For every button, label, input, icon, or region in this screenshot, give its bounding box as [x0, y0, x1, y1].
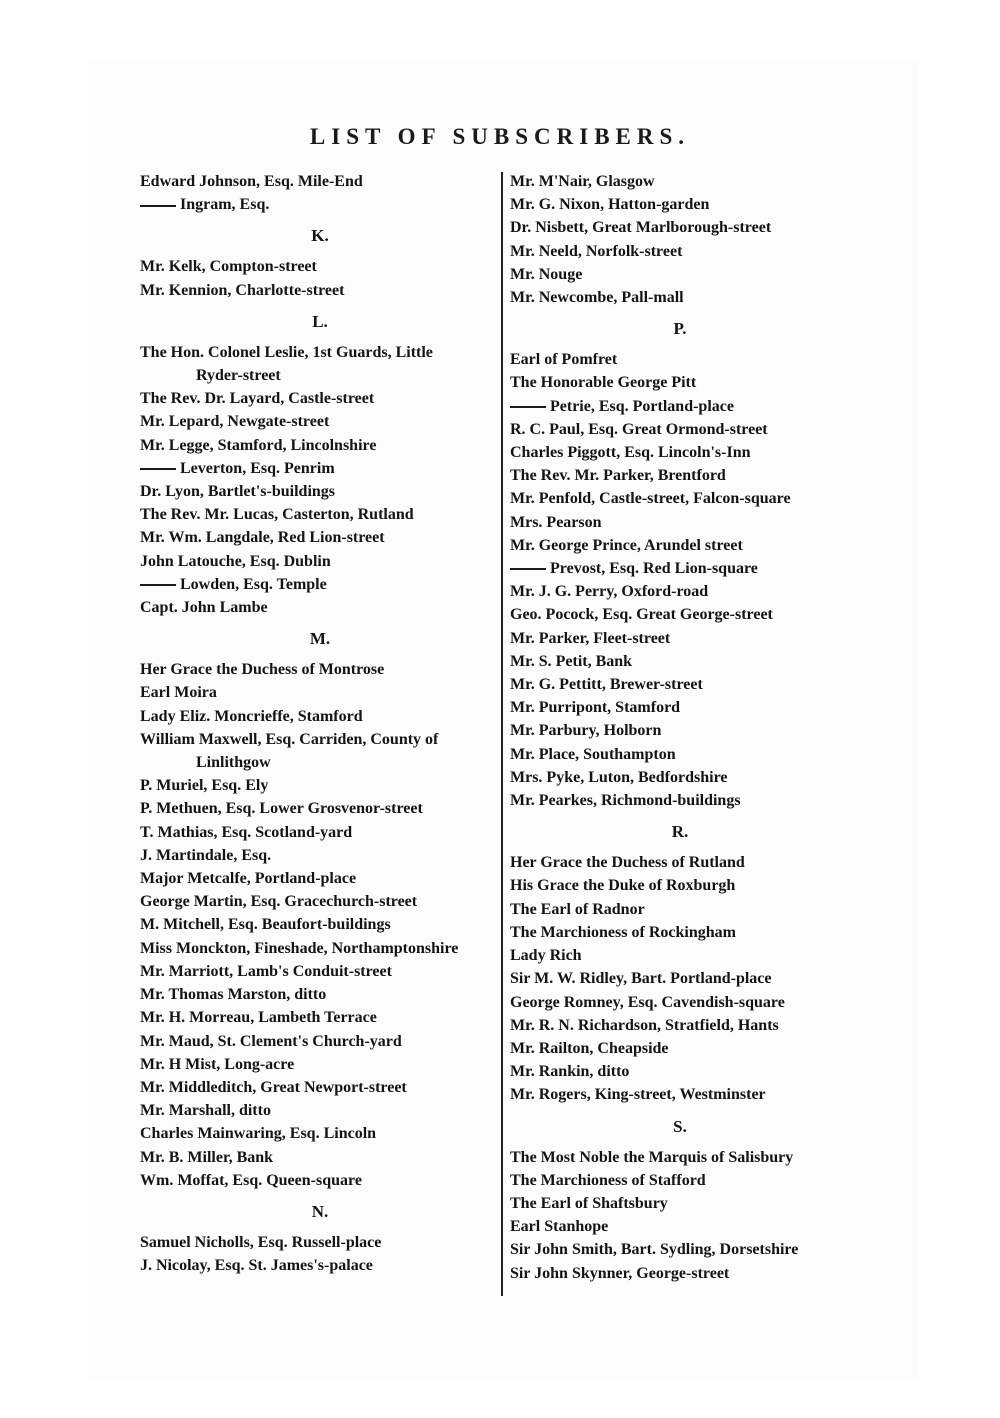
subscriber-entry: [510, 534, 850, 557]
subscriber-name: T. Mathias, Esq. Scotland-yard: [140, 823, 353, 841]
subscriber-entry: [140, 1169, 500, 1192]
subscriber-name: Sir John Smith, Bart. Sydling, Dorsetshire: [510, 1241, 799, 1259]
subscriber-entry: [140, 193, 500, 216]
subscriber-name: Miss Monckton, Fineshade, Northamptonshire: [140, 939, 459, 957]
subscriber-name: Mr. Legge, Stamford, Lincolnshire: [140, 436, 377, 454]
subscriber-entry: [140, 1231, 500, 1254]
subscriber-name: Lady Rich: [510, 947, 582, 965]
subscriber-entry: [140, 913, 500, 936]
subscriber-name: The Marchioness of Stafford: [510, 1171, 706, 1189]
subscriber-entry: [140, 867, 500, 890]
subscriber-entry: [140, 681, 500, 704]
subscriber-entry: [140, 1053, 500, 1076]
subscriber-name: The Rev. Dr. Layard, Castle-street: [140, 390, 375, 408]
subscriber-entry: [510, 464, 850, 487]
section-letter: S.: [673, 1116, 687, 1136]
subscriber-entry: [510, 348, 850, 371]
subscriber-name: Mr. Wm. Langdale, Red Lion-street: [140, 529, 385, 547]
subscriber-entry: [510, 743, 850, 766]
subscriber-name: Mr. Middleditch, Great Newport-street: [140, 1078, 407, 1096]
subscriber-entry: [140, 255, 500, 278]
subscriber-entry: [140, 480, 500, 503]
subscriber-name: Mr. G. Nixon, Hatton-garden: [510, 196, 710, 214]
subscriber-entry: [510, 418, 850, 441]
subscriber-name: Mr. Rankin, ditto: [510, 1063, 630, 1081]
subscriber-entry: [140, 844, 500, 867]
subscriber-name: The Honorable George Pitt: [510, 374, 697, 392]
subscriber-name: Mr. Maud, St. Clement's Church-yard: [140, 1032, 402, 1050]
subscriber-name: Mr. H. Morreau, Lambeth Terrace: [140, 1009, 377, 1027]
subscriber-entry: [510, 1037, 850, 1060]
ditto-dash: [510, 568, 546, 570]
subscriber-entry: [140, 410, 500, 433]
subscriber-entry: [510, 921, 850, 944]
subscriber-name: The Earl of Radnor: [510, 900, 645, 918]
subscriber-entry: [510, 557, 850, 580]
subscriber-entry: [510, 874, 850, 897]
subscriber-name: Charles Mainwaring, Esq. Lincoln: [140, 1125, 377, 1143]
subscriber-name: Mrs. Pearson: [510, 513, 602, 531]
subscriber-entry: [140, 526, 500, 549]
section-letter: K.: [311, 226, 329, 246]
subscriber-name: Mr. R. N. Richardson, Stratfield, Hants: [510, 1016, 779, 1034]
subscriber-name-continuation: Ryder-street: [196, 367, 281, 385]
subscriber-entry: [140, 387, 500, 410]
subscriber-name: Mr. H Mist, Long-acre: [140, 1055, 295, 1073]
subscriber-entry: [510, 650, 850, 673]
column-divider: [501, 172, 503, 1296]
subscriber-entry: [140, 279, 500, 302]
subscriber-name: John Latouche, Esq. Dublin: [140, 552, 331, 570]
ditto-dash: [510, 406, 546, 408]
subscriber-entry: [140, 774, 500, 797]
left-column: [140, 170, 500, 1277]
subscriber-entry: [510, 1014, 850, 1037]
subscriber-name: Mr. Marriott, Lamb's Conduit-street: [140, 962, 392, 980]
right-column: [510, 170, 850, 1285]
section-letter: P.: [673, 319, 687, 339]
section-letter-heading: [510, 317, 850, 340]
subscriber-entry: [140, 937, 500, 960]
subscriber-name: Mr. Neeld, Norfolk-street: [510, 242, 683, 260]
subscriber-entry: [510, 944, 850, 967]
subscriber-entry: [140, 1254, 500, 1277]
subscriber-entry: [140, 170, 500, 193]
subscriber-entry: [140, 1122, 500, 1145]
subscriber-name: Mr. J. G. Perry, Oxford-road: [510, 583, 709, 601]
subscriber-entry: [510, 1262, 850, 1285]
subscriber-name: Dr. Lyon, Bartlet's-buildings: [140, 483, 336, 501]
subscriber-entry: [510, 1060, 850, 1083]
subscriber-name: Mr. Place, Southampton: [510, 745, 676, 763]
section-letter-heading: [510, 820, 850, 843]
section-letter-heading: [140, 1200, 500, 1223]
subscriber-entry: [510, 487, 850, 510]
subscriber-name: Mr. Marshall, ditto: [140, 1102, 271, 1120]
subscriber-entry: [510, 511, 850, 534]
ditto-dash: [140, 205, 176, 207]
subscriber-entry: [510, 991, 850, 1014]
section-letter-heading: [140, 224, 500, 247]
section-letter-heading: [140, 310, 500, 333]
subscriber-name: Mr. Rogers, King-street, Westminster: [510, 1086, 766, 1104]
section-letter-heading: [140, 627, 500, 650]
subscriber-name: Lady Eliz. Moncrieffe, Stamford: [140, 707, 363, 725]
subscriber-name: Lowden, Esq. Temple: [180, 575, 327, 593]
subscriber-name: Earl Moira: [140, 684, 217, 702]
subscriber-entry: [510, 1146, 850, 1169]
subscriber-entry: [510, 627, 850, 650]
subscriber-entry: [510, 263, 850, 286]
subscriber-name: Sir John Skynner, George-street: [510, 1264, 730, 1282]
subscriber-entry: [510, 580, 850, 603]
ditto-dash: [140, 468, 176, 470]
subscriber-name: William Maxwell, Esq. Carriden, County of: [140, 730, 439, 748]
subscriber-name: Geo. Pocock, Esq. Great George-street: [510, 606, 773, 624]
subscriber-entry: [510, 1215, 850, 1238]
subscriber-entry: [510, 170, 850, 193]
page-title: LIST OF SUBSCRIBERS.: [309, 124, 691, 149]
subscriber-name: The Earl of Shaftsbury: [510, 1194, 668, 1212]
subscriber-entry: [140, 550, 500, 573]
subscriber-name: Samuel Nicholls, Esq. Russell-place: [140, 1233, 382, 1251]
subscriber-name: Edward Johnson, Esq. Mile-End: [140, 173, 363, 190]
subscriber-entry: [140, 983, 500, 1006]
subscriber-name: Earl of Pomfret: [510, 351, 618, 369]
subscriber-name: J. Nicolay, Esq. St. James's-palace: [140, 1257, 373, 1275]
subscriber-name: Prevost, Esq. Red Lion-square: [550, 560, 758, 578]
subscriber-entry: [510, 371, 850, 394]
subscriber-entry: [510, 216, 850, 239]
subscriber-name: Mr. Nouge: [510, 265, 583, 283]
subscriber-entry: [510, 240, 850, 263]
subscriber-name: Mr. Penfold, Castle-street, Falcon-square: [510, 490, 791, 508]
subscriber-entry: [140, 1076, 500, 1099]
subscriber-name: Mr. Purripont, Stamford: [510, 699, 681, 717]
subscriber-entry: [140, 1099, 500, 1122]
section-letter: N.: [311, 1201, 329, 1221]
subscriber-entry: [510, 719, 850, 742]
subscriber-entry: [140, 573, 500, 596]
subscriber-entry: [510, 696, 850, 719]
subscriber-name: George Martin, Esq. Gracechurch-street: [140, 893, 418, 911]
subscriber-entry: [140, 728, 500, 774]
subscriber-name: P. Methuen, Esq. Lower Grosvenor-street: [140, 800, 423, 818]
subscriber-entry: [140, 457, 500, 480]
subscriber-name: Mr. B. Miller, Bank: [140, 1148, 274, 1166]
subscriber-name: Mr. G. Pettitt, Brewer-street: [510, 676, 703, 694]
subscriber-entry: [510, 395, 850, 418]
subscriber-name: P. Muriel, Esq. Ely: [140, 777, 269, 795]
subscriber-entry: [510, 851, 850, 874]
subscriber-entry: [140, 960, 500, 983]
subscriber-name: Charles Piggott, Esq. Lincoln's-Inn: [510, 444, 751, 462]
subscriber-entry: [510, 673, 850, 696]
subscriber-name: Mr. Kelk, Compton-street: [140, 258, 317, 276]
subscriber-name: Major Metcalfe, Portland-place: [140, 870, 357, 888]
subscriber-entry: [510, 789, 850, 812]
subscriber-name: Her Grace the Duchess of Montrose: [140, 661, 385, 679]
subscriber-entry: [510, 441, 850, 464]
subscriber-entry: [510, 1169, 850, 1192]
subscriber-entry: [140, 596, 500, 619]
subscriber-entry: [510, 603, 850, 626]
subscriber-entry: [510, 1238, 850, 1261]
subscriber-name: J. Martindale, Esq.: [140, 846, 272, 864]
subscriber-entry: [140, 821, 500, 844]
section-letter: M.: [309, 629, 331, 649]
subscriber-entry: [140, 1030, 500, 1053]
subscriber-name: Earl Stanhope: [510, 1218, 609, 1236]
subscriber-entry: [510, 967, 850, 990]
subscriber-name: Her Grace the Duchess of Rutland: [510, 854, 745, 872]
subscriber-name: The Rev. Mr. Parker, Brentford: [510, 467, 726, 485]
subscriber-entry: [510, 1192, 850, 1215]
subscriber-entry: [510, 1083, 850, 1106]
section-letter-heading: [510, 1115, 850, 1138]
subscriber-name: The Rev. Mr. Lucas, Casterton, Rutland: [140, 506, 414, 524]
subscriber-name: His Grace the Duke of Roxburgh: [510, 877, 736, 895]
subscriber-entry: [140, 503, 500, 526]
subscriber-entry: [510, 898, 850, 921]
subscriber-name: Mr. George Prince, Arundel street: [510, 536, 743, 554]
subscriber-name: M. Mitchell, Esq. Beaufort-buildings: [140, 916, 391, 934]
subscriber-name: Capt. John Lambe: [140, 599, 268, 617]
subscriber-name-continuation: Linlithgow: [196, 754, 271, 772]
subscriber-name: Wm. Moffat, Esq. Queen-square: [140, 1171, 362, 1189]
subscriber-name: Mr. Thomas Marston, ditto: [140, 986, 327, 1004]
section-letter: R.: [671, 822, 689, 842]
subscriber-name: Leverton, Esq. Penrim: [180, 459, 335, 477]
subscriber-name: Mr. Lepard, Newgate-street: [140, 413, 330, 431]
subscriber-name: Mr. Newcombe, Pall-mall: [510, 289, 684, 307]
subscriber-name: George Romney, Esq. Cavendish-square: [510, 993, 785, 1011]
subscriber-entry: [140, 890, 500, 913]
section-letter: L.: [312, 311, 328, 331]
subscriber-entry: [510, 193, 850, 216]
subscriber-name: Mr. Railton, Cheapside: [510, 1039, 669, 1057]
ditto-dash: [140, 584, 176, 586]
subscriber-name: Mr. Parker, Fleet-street: [510, 629, 671, 647]
subscriber-entry: [140, 705, 500, 728]
subscriber-name: Mr. M'Nair, Glasgow: [510, 173, 655, 190]
subscriber-name: Sir M. W. Ridley, Bart. Portland-place: [510, 970, 772, 988]
subscriber-name: Mrs. Pyke, Luton, Bedfordshire: [510, 768, 728, 786]
subscriber-entry: [140, 434, 500, 457]
subscriber-entry: [140, 1146, 500, 1169]
subscriber-entry: [140, 341, 500, 387]
subscriber-entry: [140, 1006, 500, 1029]
subscriber-entry: [510, 286, 850, 309]
subscriber-name: Mr. Kennion, Charlotte-street: [140, 281, 345, 299]
subscriber-name: Mr. Pearkes, Richmond-buildings: [510, 792, 741, 810]
subscriber-name: Petrie, Esq. Portland-place: [550, 397, 734, 415]
subscriber-name: Mr. S. Petit, Bank: [510, 652, 633, 670]
subscriber-name: Dr. Nisbett, Great Marlborough-street: [510, 219, 772, 237]
subscriber-name: The Hon. Colonel Leslie, 1st Guards, Little: [140, 343, 433, 361]
subscriber-name: Ingram, Esq.: [180, 196, 270, 214]
subscriber-name: R. C. Paul, Esq. Great Ormond-street: [510, 420, 768, 438]
subscriber-name: The Marchioness of Rockingham: [510, 923, 736, 941]
subscriber-name: The Most Noble the Marquis of Salisbury: [510, 1148, 794, 1166]
subscriber-entry: [510, 766, 850, 789]
subscriber-entry: [140, 797, 500, 820]
subscriber-name: Mr. Parbury, Holborn: [510, 722, 662, 740]
subscriber-entry: [140, 658, 500, 681]
